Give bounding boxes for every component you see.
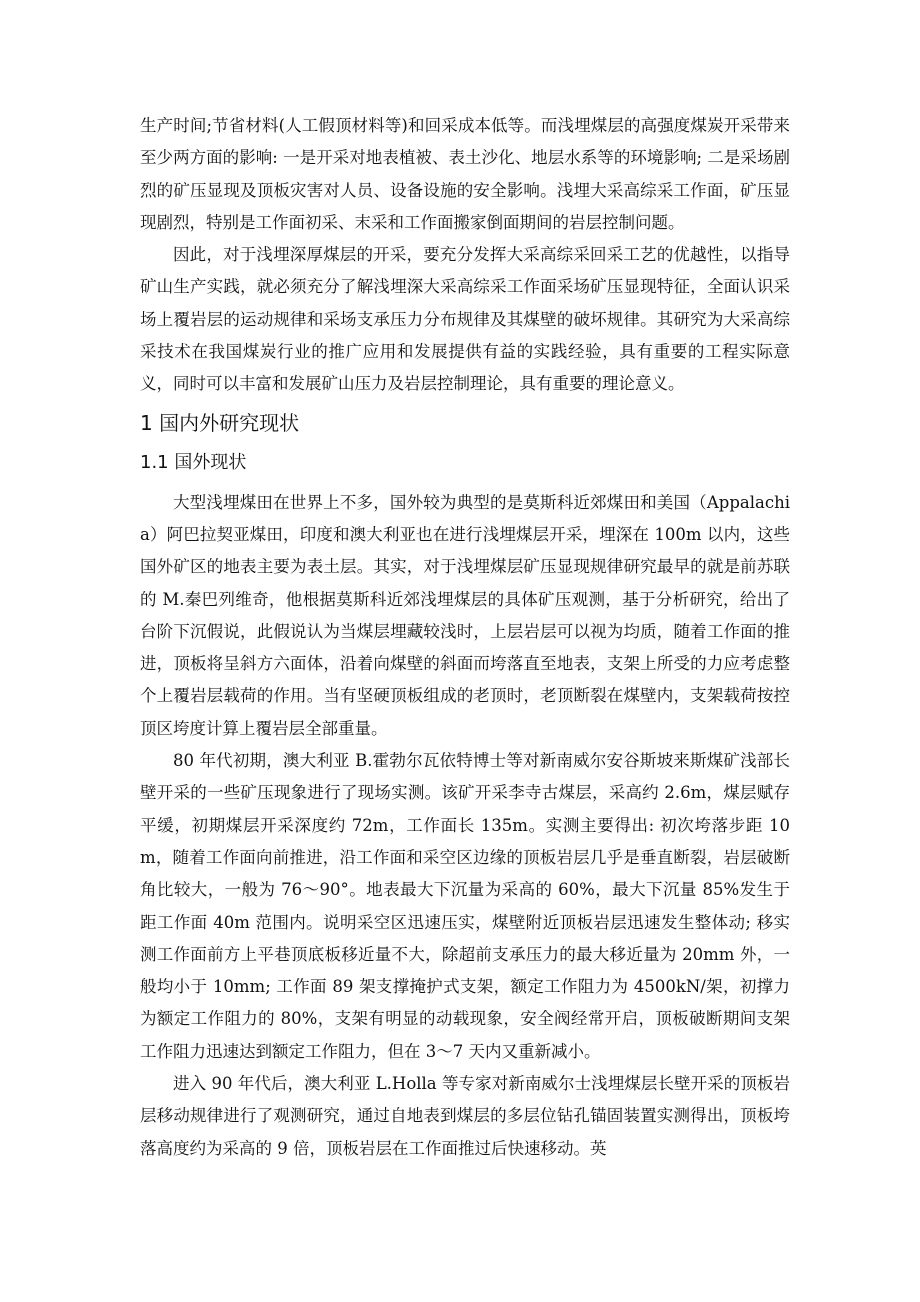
paragraph-significance: 因此，对于浅埋深厚煤层的开采，要充分发挥大采高综采回采工艺的优越性，以指导矿山生产实践，就必须充分了解浅埋深大采高综采工作面采场矿压显现特征，全面认识采场上覆岩层的运动规律和采场支承压力分布规律及其煤壁的破坏规律。其研究为大采高综采技术在我国煤炭行业的推广应用和发展提供有益的实践经验，具有重要的工程实际意义，同时可以丰富和发展矿山压力及岩层控制理论，具有重要的理论意义。 bbox=[140, 245, 790, 394]
paragraph-australia-1980s: 80 年代初期，澳大利亚 B.霍勃尔瓦依特博士等对新南威尔安谷斯坡来斯煤矿浅部长壁开采的一些矿压现象进行了现场实测。该矿开采李寺古煤层，采高约 2.6m，煤层赋存平缓，初期煤层开采深度约 72m，工作面长 135m。实测主要得出: 初次垮落步距 10m，随着工作面向前推进，沿工作面和采空区边缘的顶板岩层几乎是垂直断裂，岩层破断角比较大，一般为 76～90°。地表最大下沉量为采高的 60%，最大下沉量 85%发生于距工作面 40m 范围内。说明采空区迅速压实，煤壁附近顶板岩层迅速发生整体动; 移实测工作面前方上平巷顶底板移近量不大，除超前支承压力的最大移近量为 20mm 外，一般均小于 10mm; 工作面 89 架支撑掩护式支架，额定工作阻力为 4500kN/架，初撑力为额定工作阻力的 80%，支架有明显的动载现象，安全阀经常开启，顶板破断期间支架工作阻力迅速达到额定工作阻力，但在 3～7 天内又重新减小。 bbox=[140, 751, 790, 1061]
paragraph-continuation: 生产时间;节省材料(人工假顶材料等)和回采成本低等。而浅埋煤层的高强度煤炭开采带来至少两方面的影响: 一是开采对地表植被、表土沙化、地层水系等的环境影响; 二是采场剧烈的矿压显现及顶板灾害对人员、设备设施的安全影响。浅埋大采高综采工作面，矿压显现剧烈，特别是工作面初采、末采和工作面搬家倒面期间的岩层控制问题。 bbox=[140, 116, 790, 232]
subsection-heading: 1.1 国外现状 bbox=[140, 451, 247, 473]
paragraph-australia-1990s: 进入 90 年代后，澳大利亚 L.Holla 等专家对新南威尔士浅埋煤层长壁开采的顶板岩层移动规律进行了观测研究，通过自地表到煤层的多层位钻孔锚固装置实测得出，顶板垮落高度约为采高的 9 倍，顶板岩层在工作面推过后快速移动。英 bbox=[140, 1074, 790, 1158]
paragraph-overview: 大型浅埋煤田在世界上不多，国外较为典型的是莫斯科近郊煤田和美国（Appalachia）阿巴拉契亚煤田，印度和澳大利亚也在进行浅埋煤层开采，埋深在 100m 以内，这些国外矿区的地表主要为表土层。其实，对于浅埋煤层矿压显现规律研究最早的就是前苏联的 M.秦巴列维奇，他根据莫斯科近郊浅埋煤层的具体矿压观测，基于分析研究，给出了台阶下沉假说，此假说认为当煤层埋藏较浅时，上层岩层可以视为均质，随着工作面的推进，顶板将呈斜方六面体，沿着向煤壁的斜面而垮落直至地表，支架上所受的力应考虑整个上覆岩层载荷的作用。当有坚硬顶板组成的老顶时，老顶断裂在煤壁内，支架载荷按控顶区垮度计算上覆岩层全部重量。 bbox=[140, 492, 790, 738]
section-heading: 1 国内外研究现状 bbox=[140, 410, 300, 435]
document-page bbox=[140, 110, 790, 1165]
